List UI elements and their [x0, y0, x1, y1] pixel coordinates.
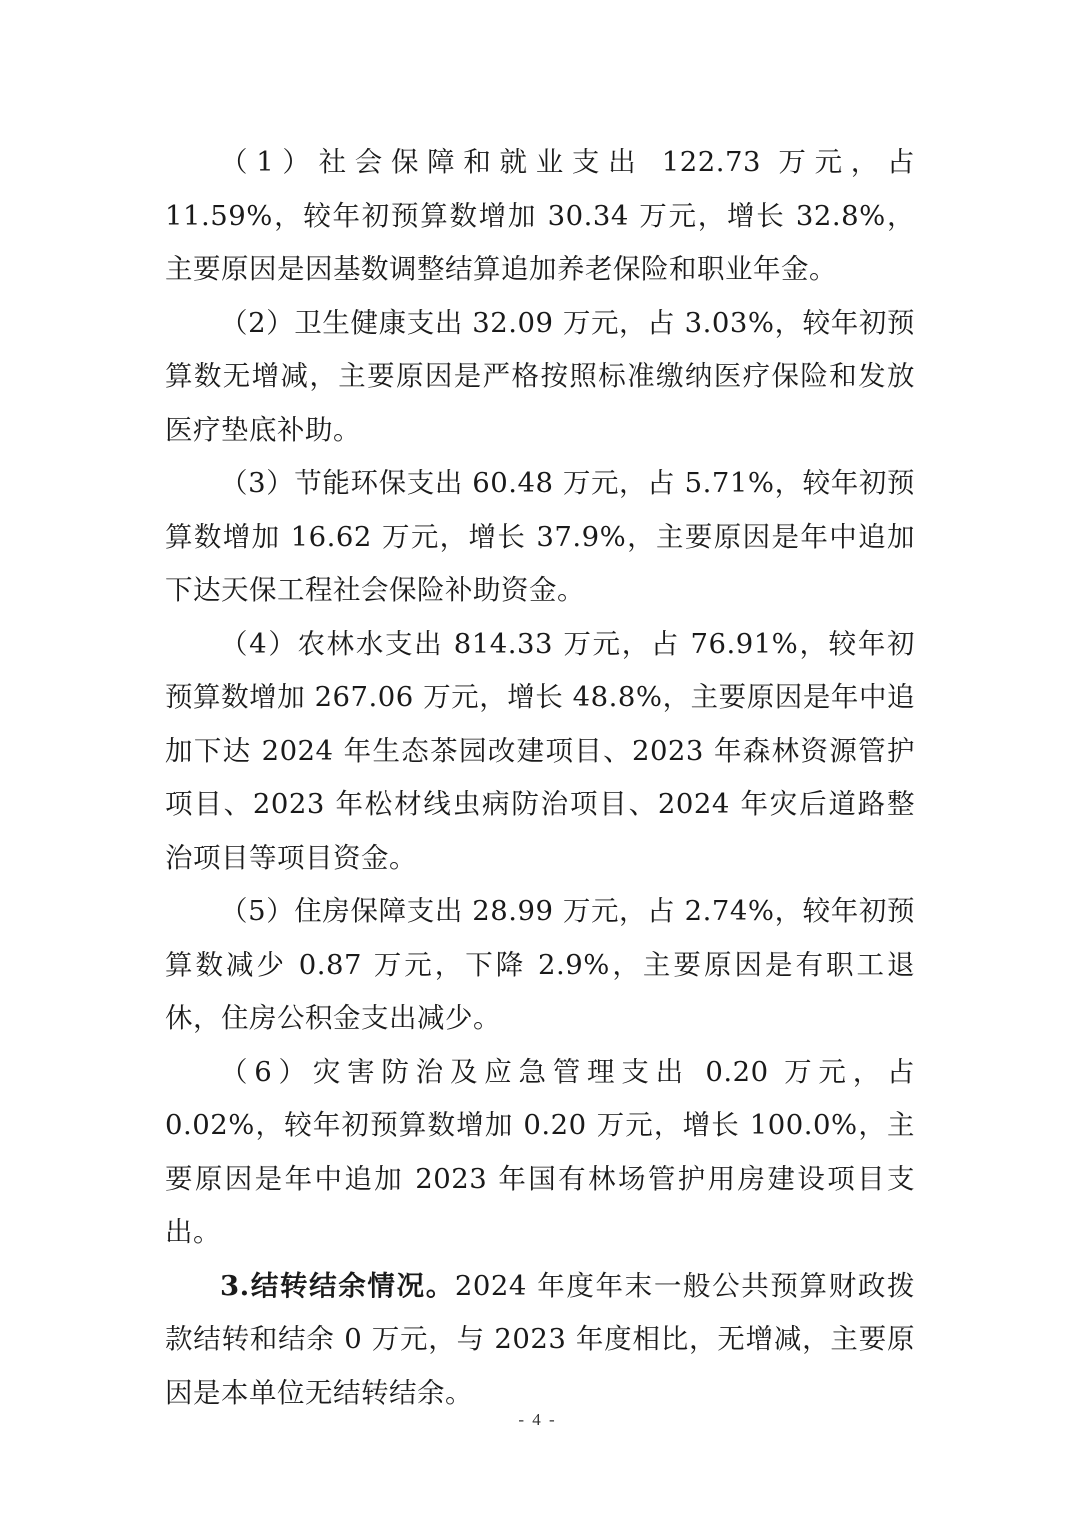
paragraph-agriculture: （4）农林水支出 814.33 万元，占 76.91%，较年初预算数增加 267.06 万元，增长 48.8%，主要原因是年中追加下达 2024 年生态茶园改建项目、2023 年森林资源管护项目、2023 年松材线虫病防治项目、2024 年灾后道路整治项目等项目资金。 [165, 627, 915, 874]
page-number: - 4 - [518, 1410, 557, 1429]
paragraph-environment: （3）节能环保支出 60.48 万元，占 5.71%，较年初预算数增加 16.62 万元，增长 37.9%，主要原因是年中追加下达天保工程社会保险补助资金。 [165, 467, 915, 606]
section-body: 2024 年度年末一般公共预算财政拨款结转和结余 0 万元，与 2023 年度相比，无增减，主要原因是本单位无结转结余。 [165, 1269, 915, 1409]
paragraph-disaster-prevention: （6）灾害防治及应急管理支出 0.20 万元，占 0.02%，较年初预算数增加 0.20 万元，增长 100.0%，主要原因是年中追加 2023 年国有林场管护用房建设项目支出。 [165, 1055, 915, 1248]
paragraph-social-security: （1）社会保障和就业支出 122.73 万元，占 11.59%，较年初预算数增加 30.34 万元，增长 32.8%，主要原因是因基数调整结算追加养老保险和职业年金。 [165, 146, 915, 285]
section-heading: 3.结转结余情况。 [220, 1269, 455, 1302]
paragraph-health: （2）卫生健康支出 32.09 万元，占 3.03%，较年初预算数无增减，主要原因是严格按照标准缴纳医疗保险和发放医疗垫底补助。 [165, 306, 915, 446]
paragraph-housing: （5）住房保障支出 28.99 万元，占 2.74%，较年初预算数减少 0.87 万元，下降 2.9%，主要原因是有职工退休，住房公积金支出减少。 [165, 895, 915, 1034]
paragraph-carryover [165, 1260, 915, 1421]
document-body [165, 136, 915, 1420]
